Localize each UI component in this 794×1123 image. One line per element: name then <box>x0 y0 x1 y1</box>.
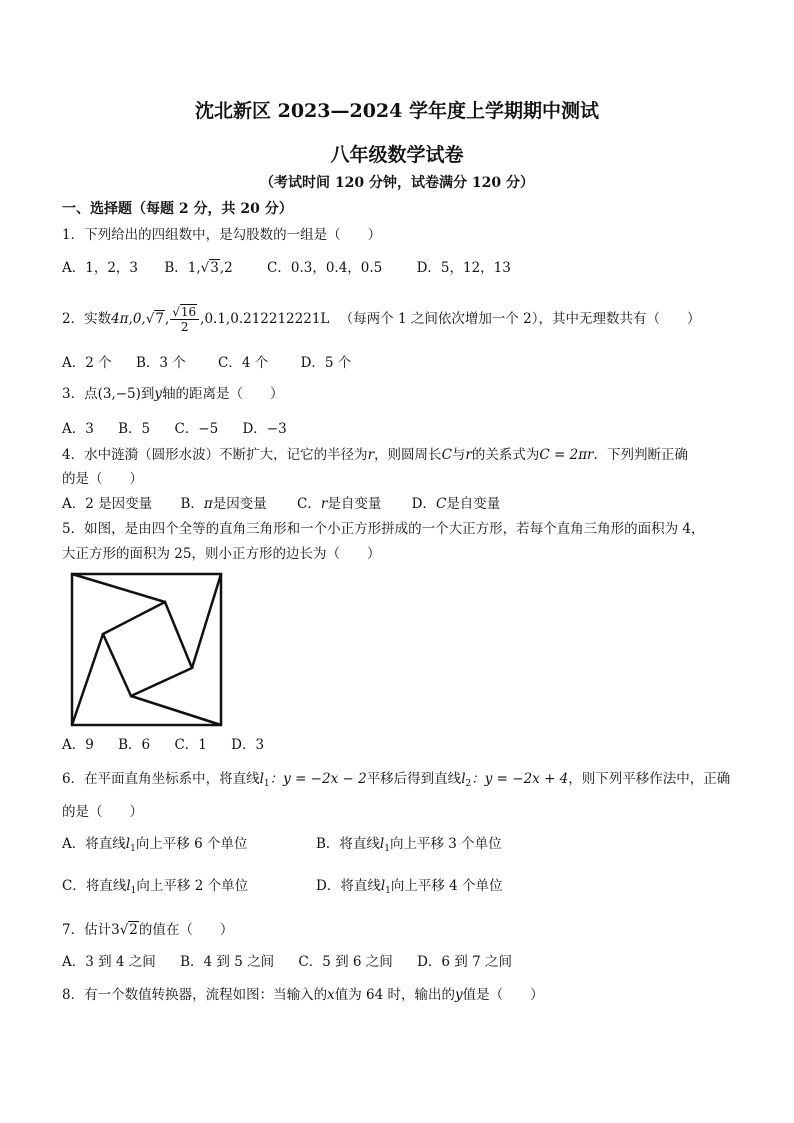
q6-b-sub: 1 <box>384 844 390 854</box>
q3-pre: 3．点 <box>62 386 98 402</box>
q4-b-pre: B． <box>180 496 204 512</box>
q4-d-post: 是自变量 <box>446 496 501 512</box>
q4-text-1: 4．水中涟漪（圆形水波）不断扩大，记它的半径为 <box>62 447 368 463</box>
q4-option-b <box>180 495 266 513</box>
q1-option-b: B．1,√3,2 <box>164 260 233 276</box>
q2-fraction: $\frac{√16}{2}$ <box>170 305 199 334</box>
q6-d-l: l <box>380 878 386 894</box>
q2-nums-a: 4π,0, <box>111 311 146 327</box>
q4-stem-line2: 的是（ ） <box>62 471 143 487</box>
q4-text-3: 与 <box>451 447 466 463</box>
q1-b-post: ,2 <box>219 260 233 276</box>
q4-option-c <box>297 495 381 513</box>
q5-option-d: D．3 <box>231 737 265 753</box>
q3-stem <box>62 385 284 403</box>
q3-point: (3,−5) <box>97 386 141 402</box>
q7-post: 的值在（ ） <box>138 922 234 938</box>
q4-d-pre: D． <box>411 496 436 512</box>
q8-var-y: y <box>454 987 463 1003</box>
q8-pre: 8．有一个数值转换器，流程如图：当输入的 <box>62 987 328 1003</box>
q4-option-d <box>412 495 501 513</box>
q7-options <box>62 953 512 971</box>
q8-stem <box>62 986 544 1004</box>
section-heading: 一、选择题（每题 2 分，共 20 分） <box>62 201 293 217</box>
q5-option-b: B．6 <box>118 737 151 753</box>
q1-option-a: A．1，2，3 <box>62 260 139 276</box>
q7-pre: 7．估计 <box>62 922 112 938</box>
q7-stem: 7．估计3√2的值在（ ） <box>62 922 234 938</box>
q1-option-c: C．0.3，0.4，0.5 <box>267 260 383 276</box>
q6-c-l: l <box>126 878 131 894</box>
q5-stem-line1: 5．如图，是由四个全等的直角三角形和一个小正方形拼成的一个大正方形，若每个直角三角形的面积为 4， <box>62 521 705 537</box>
q6-d-post: 向上平移 4 个单位 <box>390 878 503 894</box>
q6-l2-sub: 2 <box>465 779 472 789</box>
q2-frac-num: 16 <box>180 305 197 319</box>
q2-option-b: B．3 个 <box>135 355 186 371</box>
triangle-edge-top <box>72 574 165 602</box>
q4-options <box>62 495 500 513</box>
q6-option-b <box>316 835 502 858</box>
q2-comma: , <box>164 311 170 327</box>
q6-text-2: 平移后得到直线 <box>366 771 462 787</box>
q6-a-pre: A．将直线 <box>62 836 126 852</box>
q5-option-a: A．9 <box>62 737 94 753</box>
q1-b-radicand: 3 <box>210 260 219 276</box>
q6-text-1: 6．在平面直角坐标系中，将直线 <box>62 771 260 787</box>
q6-a-sub: 1 <box>130 844 136 854</box>
q4-var-C: C <box>441 447 452 463</box>
q6-eq1: ：y = −2x − 2 <box>269 771 367 787</box>
q5-stem-line2: 大正方形的面积为 25，则小正方形的边长为（ ） <box>62 546 381 562</box>
square-figure <box>70 572 224 728</box>
q2-option-a: A．2 个 <box>62 355 112 371</box>
q6-option-c <box>62 877 248 900</box>
q6-b-post: 向上平移 3 个单位 <box>389 836 502 852</box>
q4-formula: C = 2πr <box>539 447 594 463</box>
q2-option-c: C．4 个 <box>218 355 269 371</box>
q2-stem: 2．实数4π,0,√7, $\frac{√16}{2}$ ,0.1,0.212212221L （每两个 1 之间依次增加一个 2），其中无理数共有（ ） <box>62 305 701 334</box>
q6-d-sub: 1 <box>385 886 391 896</box>
q6-a-post: 向上平移 6 个单位 <box>135 836 248 852</box>
q3-mid: 到 <box>140 386 155 402</box>
q2-frac-den: 2 <box>180 320 189 334</box>
q4-c-pre: C． <box>297 496 321 512</box>
q4-b-pi: π <box>203 496 213 512</box>
q1-stem: 1．下列给出的四组数中，是勾股数的一组是（ ） <box>62 227 382 243</box>
q6-stem-line1 <box>62 770 730 793</box>
triangle-edge-bottom <box>131 696 221 725</box>
q6-stem-line2: 的是（ ） <box>62 804 143 820</box>
exam-note: （考试时间 120 分钟，试卷满分 120 分） <box>260 175 534 191</box>
q8-post: 值是（ ） <box>462 987 544 1003</box>
q5-option-c: C．1 <box>174 737 207 753</box>
q6-a-l: l <box>125 836 131 852</box>
q8-mid: 值为 64 时，输出的 <box>334 987 455 1003</box>
exam-subtitle: 八年级数学试卷 <box>330 144 464 166</box>
q8-var-x: x <box>327 987 335 1003</box>
q6-eq2: ：y = −2x + 4 <box>471 771 569 787</box>
q6-c-pre: C．将直线 <box>62 878 127 894</box>
q4-c-r: r <box>320 496 328 512</box>
q6-l2: l <box>461 771 466 787</box>
q3-post: 轴的距离是（ ） <box>162 386 284 402</box>
q2-post: （每两个 1 之间依次增加一个 2），其中无理数共有（ ） <box>339 311 701 327</box>
q4-text-2: ，则圆周长 <box>374 447 442 463</box>
q3-axis: y <box>154 386 163 402</box>
q6-option-a <box>62 835 247 858</box>
q7-option-a: A．3 到 4 之间 <box>62 954 156 970</box>
q1-b-pre: B．1, <box>164 260 201 276</box>
q3-option-d: D．−3 <box>242 421 287 437</box>
q3-option-c: C．−5 <box>174 421 219 437</box>
q3-option-b: B．5 <box>118 421 151 437</box>
q1-options <box>62 259 511 277</box>
q3-option-a: A．3 <box>62 421 94 437</box>
q7-option-b: B．4 到 5 之间 <box>180 954 275 970</box>
q6-l1-sub: 1 <box>263 779 270 789</box>
q5-options <box>62 736 264 754</box>
q7-option-c: C．5 到 6 之间 <box>298 954 393 970</box>
q4-var-r2: r <box>465 447 472 463</box>
q4-var-r: r <box>367 447 375 463</box>
q6-l1: l <box>259 771 264 787</box>
q6-option-d <box>316 877 503 900</box>
q4-b-post: 是因变量 <box>212 496 267 512</box>
q2-pre: 2．实数 <box>62 311 112 327</box>
q2-option-d: D．5 个 <box>300 355 352 371</box>
triangle-edge-left <box>72 634 103 725</box>
q6-c-post: 向上平移 2 个单位 <box>136 878 249 894</box>
exam-title: 沈北新区 2023—2024 学年度上学期期中测试 <box>195 100 599 122</box>
q1-option-d: D．5，12，13 <box>416 260 511 276</box>
q6-b-pre: B．将直线 <box>316 836 380 852</box>
q6-d-pre: D．将直线 <box>316 878 381 894</box>
q4-text-5: ．下列判断正确 <box>593 447 689 463</box>
q4-d-C: C <box>435 496 447 512</box>
q4-c-post: 是自变量 <box>327 496 382 512</box>
q7-option-d: D．6 到 7 之间 <box>417 954 512 970</box>
q3-options <box>62 420 287 438</box>
triangle-edge-right <box>192 574 221 668</box>
q6-text-3: ，则下列平移作法中，正确 <box>568 771 731 787</box>
q7-radicand: 2 <box>129 922 138 938</box>
q6-b-l: l <box>379 836 385 852</box>
q4-option-a: A．2 是因变量 <box>62 496 153 512</box>
q2-sqrt7: 7 <box>155 311 164 327</box>
q7-coef: 3 <box>111 922 120 938</box>
q2-options <box>62 354 351 372</box>
q6-c-sub: 1 <box>130 886 137 896</box>
inner-square <box>103 602 192 696</box>
q2-nums-b: ,0.1,0.212212221L <box>200 311 330 327</box>
q4-stem-line1 <box>62 446 688 464</box>
q4-text-4: 的关系式为 <box>471 447 540 463</box>
